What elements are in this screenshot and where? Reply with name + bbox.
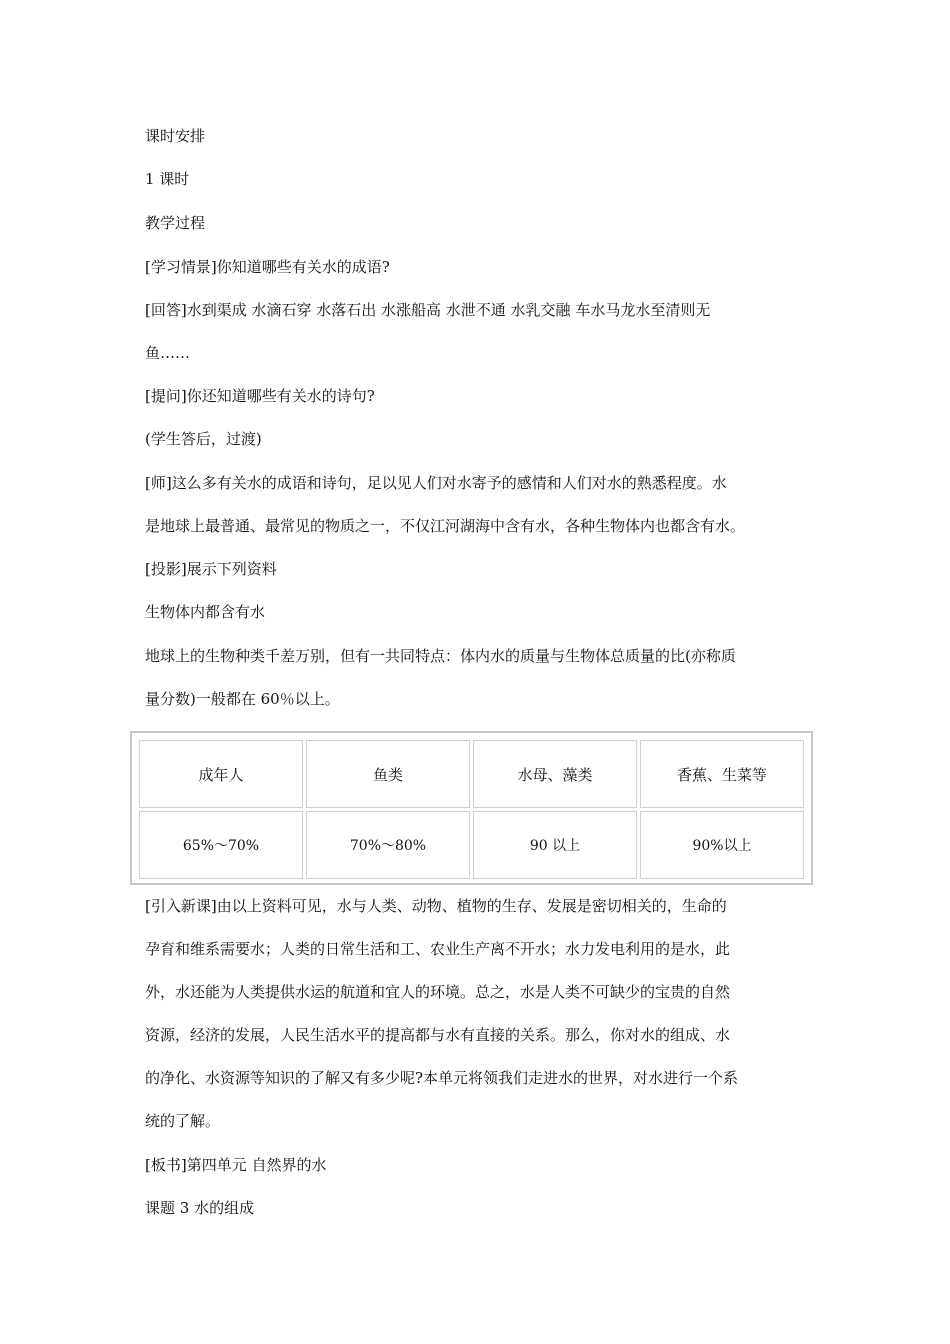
paragraph-lesson-title: 课题 3 水的组成	[145, 1199, 255, 1217]
table-cell: 70%～80%	[306, 811, 470, 879]
paragraph-blackboard: [板书]第四单元 自然界的水	[145, 1156, 327, 1174]
paragraph-introduction-line-5: 的净化、水资源等知识的了解又有多少呢?本单元将领我们走进水的世界，对水进行一个系	[145, 1069, 739, 1087]
lesson-count: 1 课时	[145, 170, 190, 188]
table-header-row	[139, 740, 804, 808]
paragraph-projection: [投影]展示下列资料	[145, 560, 277, 578]
table-cell: 90%以上	[640, 811, 804, 879]
table-header-cell: 鱼类	[306, 740, 470, 808]
paragraph-teacher-line-1: [师]这么多有关水的成语和诗句，足以见人们对水寄予的感情和人们对水的熟悉程度。水	[145, 474, 727, 492]
water-content-table-grid	[136, 737, 807, 882]
paragraph-answer-line-1: [回答]水到渠成 水滴石穿 水落石出 水涨船高 水泄不通 水乳交融 车水马龙水至清则无	[145, 301, 711, 319]
table-cell: 90 以上	[473, 811, 637, 879]
paragraph-organisms-contain-water: 生物体内都含有水	[145, 603, 266, 621]
paragraph-introduction-line-2: 孕育和维系需要水；人类的日常生活和工、农业生产离不开水；水力发电利用的是水，此	[145, 940, 731, 958]
paragraph-question: [提问]你还知道哪些有关水的诗句?	[145, 387, 375, 405]
paragraph-introduction-line-3: 外，水还能为人类提供水运的航道和宜人的环境。总之，水是人类不可缺少的宝贵的自然	[145, 983, 731, 1001]
paragraph-teacher-line-2: 是地球上最普通、最常见的物质之一，不仅江河湖海中含有水，各种生物体内也都含有水。	[145, 517, 746, 535]
table-header-cell: 成年人	[139, 740, 303, 808]
heading-teaching-process: 教学过程	[145, 214, 206, 232]
table-header-cell: 水母、藻类	[473, 740, 637, 808]
water-content-table	[130, 731, 813, 885]
paragraph-introduction-line-1: [引入新课]由以上资料可见，水与人类、动物、植物的生存、发展是密切相关的，生命的	[145, 897, 727, 915]
paragraph-answer-line-2: 鱼……	[145, 344, 191, 362]
paragraph-introduction-line-6: 统的了解。	[145, 1112, 221, 1130]
paragraph-feature-line-1: 地球上的生物种类千差万别，但有一共同特点：体内水的质量与生物体总质量的比(亦称质	[145, 647, 736, 665]
table-row	[139, 811, 804, 879]
paragraph-learning-scenario: [学习情景]你知道哪些有关水的成语?	[145, 258, 390, 276]
heading-lesson-arrangement: 课时安排	[145, 127, 206, 145]
table-header-cell: 香蕉、生菜等	[640, 740, 804, 808]
paragraph-introduction-line-4: 资源，经济的发展，人民生活水平的提高都与水有直接的关系。那么，你对水的组成、水	[145, 1026, 731, 1044]
paragraph-transition: (学生答后，过渡)	[145, 430, 262, 448]
table-cell: 65%～70%	[139, 811, 303, 879]
paragraph-feature-line-2: 量分数)一般都在 60％以上。	[145, 690, 340, 708]
